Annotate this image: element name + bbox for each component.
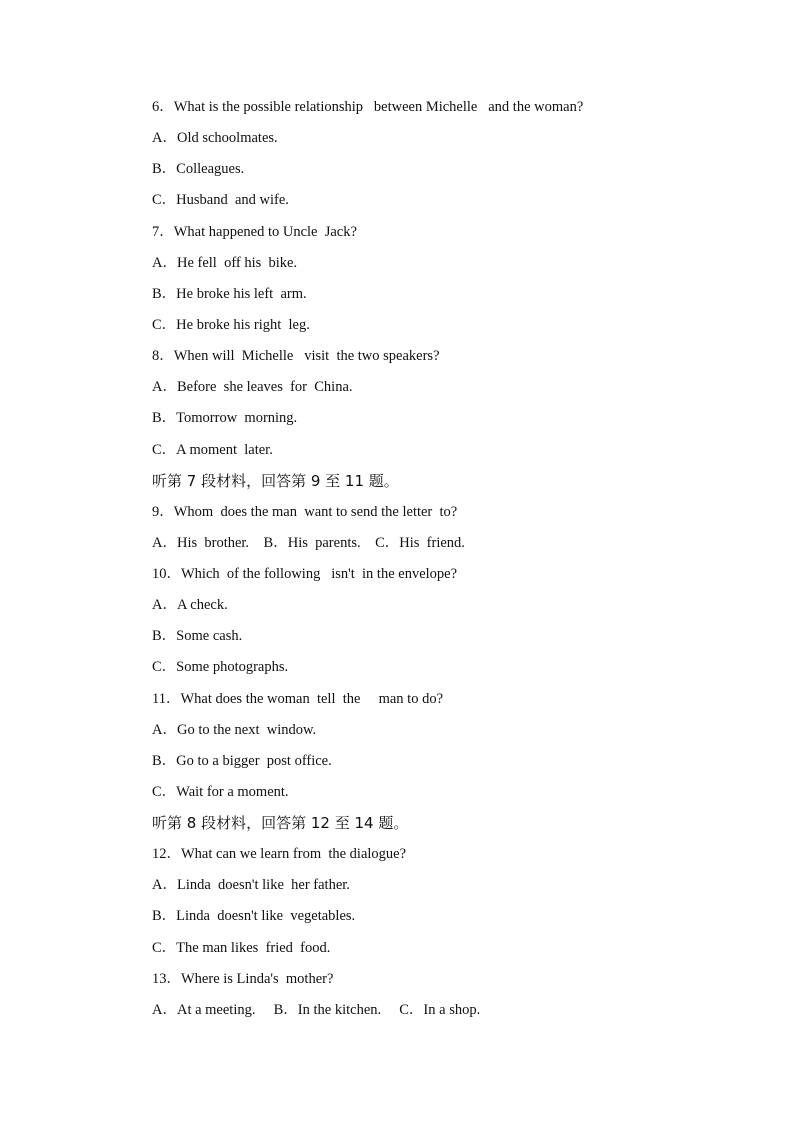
- option-6b: B．Colleagues.: [152, 161, 245, 177]
- option-7c: C．He broke his right leg.: [152, 317, 310, 333]
- option-11a: A．Go to the next window.: [152, 722, 317, 738]
- option-11c: C．Wait for a moment.: [152, 784, 289, 800]
- option-10a: A．A check.: [152, 597, 228, 613]
- question-8: 8．When will Michelle visit the two speakers?: [152, 348, 440, 364]
- option-8c: C．A moment later.: [152, 442, 273, 458]
- option-8a: A．Before she leaves for China.: [152, 379, 353, 395]
- option-12c: C．The man likes fried food.: [152, 940, 331, 956]
- question-9: 9．Whom does the man want to send the letter to?: [152, 504, 458, 520]
- option-7b: B．He broke his left arm.: [152, 286, 307, 302]
- option-12b: B．Linda doesn't like vegetables.: [152, 908, 356, 924]
- section-heading-7: 听第 7 段材料，回答第 9 至 11 题。: [152, 472, 399, 490]
- question-13: 13．Where is Linda's mother?: [152, 971, 334, 987]
- option-10c: C．Some photographs.: [152, 659, 289, 675]
- option-6c: C．Husband and wife.: [152, 192, 289, 208]
- option-11b: B．Go to a bigger post office.: [152, 753, 332, 769]
- question-11: 11．What does the woman tell the man to do?: [152, 691, 444, 707]
- option-10b: B．Some cash.: [152, 628, 243, 644]
- option-7a: A．He fell off his bike.: [152, 255, 298, 271]
- options-13: A．At a meeting. B．In the kitchen. C．In a shop.: [152, 1002, 481, 1018]
- option-8b: B．Tomorrow morning.: [152, 410, 298, 426]
- option-6a: A．Old schoolmates.: [152, 130, 278, 146]
- section-heading-8: 听第 8 段材料，回答第 12 至 14 题。: [152, 814, 409, 832]
- question-6: 6．What is the possible relationship between Michelle and the woman?: [152, 99, 584, 115]
- option-12a: A．Linda doesn't like her father.: [152, 877, 350, 893]
- options-9: A．His brother. B．His parents. C．His friend.: [152, 535, 465, 551]
- question-7: 7．What happened to Uncle Jack?: [152, 224, 357, 240]
- question-12: 12．What can we learn from the dialogue?: [152, 846, 407, 862]
- question-10: 10．Which of the following isn't in the envelope?: [152, 566, 458, 582]
